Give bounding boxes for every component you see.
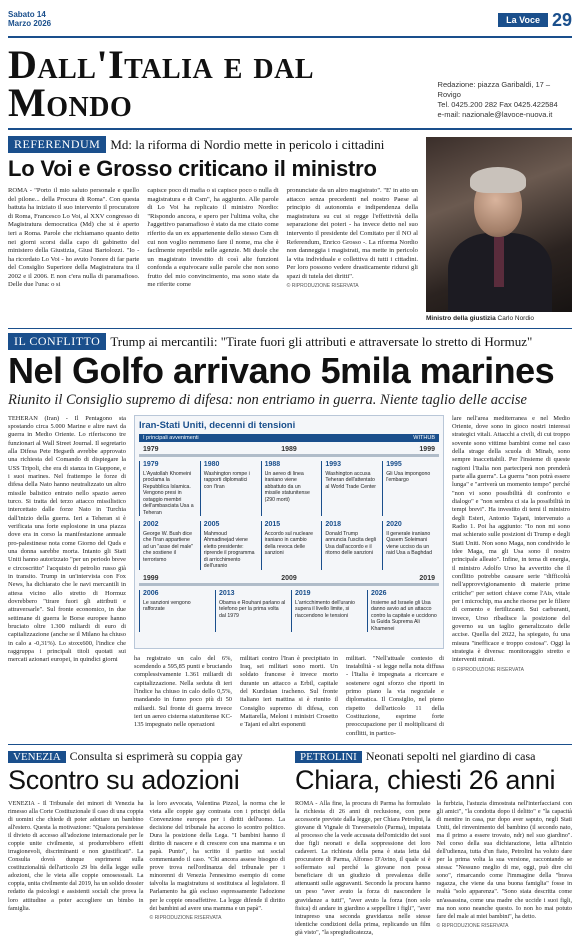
article3-headline: Scontro su adozioni (8, 765, 240, 796)
timeline-years-bottom: 1999 2009 2019 (143, 574, 435, 582)
timeline-years-top: 1979 1989 1999 (143, 445, 435, 453)
article2-right-col: lare nell'area mediterranea e nel Medio Oriente, dove sono in gioco nostri interessi strategici vitali. Attacchi a civili, di cui troppo sovente sono vittime bambini come nel caso della strage della scuola di Minab, sono sempre inaccettabili. Per l'insieme di queste ragioni l'Italia non parteciperà non prenderà parte alla guerra". La guerra "non potrà essere lunga" e "arriverà un momento tempo" perché "non vi sono possibilità di confronto e dialogo" e "non sembra ci sia la possibilità in tempi brevi". Ha investito di temi il ministro degli Esteri, Antonio Tajani, intervenuto a Radio 1. Poi ha aggiunto: "Io non mi sono mai schierato sulle posizioni di Trump e degli Stati Uniti. Non sono Maga, non condivido le idee Maga, ma gli Usa sono il nostro principale alleato". Infine, in tema di energia, il ministro Adolfo Urso ha avvertito che il conflitto potrebbe causare serie "difficoltà nell'approvvigionamento di materie prime critiche" per settori chiave come l'Ais, vitale per i microchip, ma anche risorse per le filiere di cemento e fertilizzanti. Sui carburanti, invece, Urso ribadisce la posizione del governo su un taglio generalizzato delle accise. Quella del 2022, ha spiegato, fu una misura "inefficace e troppo costosa". Oggi la strategia è diversa: monitoraggio stretto e interventi mirati. (452, 414, 570, 664)
article4-signature: © RIPRODUZIONE RISERVATA (436, 922, 509, 929)
timeline-bar: I principali avvenimenti WITHUB (139, 434, 439, 442)
timeline-event: 1980 Washington rompe i rapporti diplomatici con l'Iran (200, 461, 257, 516)
timeline-event: 2020 Il generale iraniano Qasem Soleimani viene ucciso da un raid Usa a Baghdad (382, 521, 439, 570)
timeline-infographic (134, 415, 444, 649)
page-header (8, 4, 572, 38)
page-number: 29 (551, 9, 572, 30)
photo-caption: Ministro della giustizia Carlo Nordio (426, 315, 535, 322)
timeline-event: 2005 Mahmoud Ahmadinejad viene eletto presidente: riprende il programma di arricchimento dell'uranio (200, 521, 257, 570)
article2-left-col: TEHERAN (Iran) - Il Pentagono sta spostando circa 5.000 Marine e altre navi da guerra in Medio Oriente. Lo riferiscono tre funzionari al Wall Street Journal. Il segretario alla Difesa Pete Hegseth avrebbe approvato una richiesta del Comando di dispiegare la USS Tripoli, che era di stanza in Giappone, e i suoi marines. Nel frattempo le forze di difesa della Nato hanno neutralizzato un altro missile balistico entrato nello spazio aereo turco. Si tratta del terzo attacco missilistico intercettato dalle forze Nato in Turchia dall'inizio della guerra. Ieri a Teheran si è verificata una forte esplosione in una piazza dove era in corso la manifestazione annuale pro-palestinese nota come Giorno del Quds e una donna sarebbe morta. Intanto gli Stati Uniti hanno autorizzato "per un periodo breve e circoscritto" l'acquisto di petrolio russo già in transito. Trump in un'intervista con Fox News, ha dichiarato che le navi mercantili in attesa vicino allo stretto di Hormuz dovrebbero "tirare fuori gli attributi e attraversarle". Sul fronte economico, in due settimane di guerra le Borse europee hanno bruciato oltre 1.300 miliardi di euro di capitalizzazione (anche se il Milano ha chiuso in calo a -0,31%). Lo stoxx600, l'indice che raggruppa i principali titoli quotati sui mercati azionari europei, in quindici giorni (8, 414, 126, 664)
timeline-axis (139, 454, 439, 457)
article3-kicker: VENEZIA (8, 751, 66, 763)
timeline-event: 1979 L'Ayatollah Khomeini proclama la Repubblica Islamica. Vengono presi in ostaggio membri dell'ambasciata Usa a Teheran (139, 461, 196, 516)
article3-kicker-text: Consulta si esprimerà su coppia gay (69, 749, 243, 764)
article1-col3: pronunciate da un altro magistrato". "E' in atto un attacco senza precedenti nel nostro Paese al principio di autonomia e indipendenza della magistratura su cui si regge l'effettività della separazione dei poteri - ha invece detto nel suo intervento il presidente del Comitato per il NO al Referendum, Enrico Grosso -. La riforma Nordio non danneggia i magistrati, ma mette in pericolo la vita individuale e collettiva di tutti i cittadini. Per loro possono vedere drasticamente ridursi gli spazi di tutela dei diritti". (286, 187, 418, 280)
timeline-event: 2026 Insieme ad Israele gli Usa danno avvio ad un attacco contro la capitale e uccidono la Guida Suprema Ali Khamenei (367, 590, 439, 632)
issue-date: Sabato 14 Marzo 2026 (8, 10, 52, 28)
timeline-event: 2019 L'arricchimento dell'uranio supera il livello limite, si riaccendono le tensioni (291, 590, 363, 632)
article2-kicker-text: Trump ai mercantili: "Tirate fuori gli attributi e attraversate lo stretto di Hormuz" (110, 333, 533, 349)
nordio-photo (426, 137, 572, 312)
timeline-row-1 (139, 461, 439, 516)
article2-signature: © RIPRODUZIONE RISERVATA (452, 666, 524, 673)
timeline-row-3 (139, 590, 439, 632)
article2-under-col2: militari contro l'Iran è precipitato in Iraq, sei militari sono morti. Un soldato francese è invece morto durante un attacco a Erbil, capitale del Kurdistan iracheno. Sul fronte italiano ieri mattina si è riunito il Consiglio supremo di difesa, con Mattarella, Meloni i ministri Crosetto e Tajani ed altri esponenti (240, 654, 338, 729)
timeline-event: 2015 Accordo sul nucleare iraniano in cambio della revoca delle sanzioni (261, 521, 318, 570)
timeline-event: 1993 Washington accusa Teheran dell'attentato al World Trade Center (321, 461, 378, 516)
article1-kicker: REFERENDUM (8, 136, 106, 153)
article2-headline: Nel Golfo arrivano 5mila marines (8, 350, 555, 391)
section-title: Dall'Italia e dal Mondo (8, 42, 315, 125)
timeline-event: 2013 Obama e Rouhani parlano al telefono per la prima volta dal 1979 (215, 590, 287, 632)
redazione-contacts: Redazione: piazza Garibaldi, 17 – Rovigo Tel. 0425.200 282 Fax 0425.422584 e-mail: nazionale@lavoce-nuova.it (437, 79, 558, 119)
article4-kicker: PETROLINI (295, 751, 362, 763)
article2-under-col1: ha registrato un calo del 6%, scendendo a 595,85 punti e bruciando complessivamente 1.361 miliardi di capitalizzazione. Nella seduta di ieri l'indice ha chiuso in calo dello 0,5%, mandando in fumo poco più di 50 miliardi. Sul fronte di guerra invece ieri un aereo cisterna statunitense KC-135 impegnato nelle operazioni (134, 654, 232, 729)
article2-subhead: Riunito il Consiglio supremo di difesa: non entriamo in guerra. Niente taglio delle accise (8, 391, 527, 408)
timeline-event: 2006 Le sanzioni vengono rafforzate (139, 590, 211, 632)
article1-col2: capisce poco di mafia o si capisce poco o nulla di magistratura e di Csm", ha aggiunto. Alle parole di Lo Voi ha replicato il ministro Nordio: "Rispondo ancora, e spero per l'ultima volta, che l'aggettivo paramafioso è stato da me citato come riferito da un ex appartenente dello stesso Csm di cui non voglio nemmeno fare il nome, ma che è facilmente reperibile nelle agenzie. Mi duole che un magistrato investito di così alte funzioni confonda a equivocare sulle parole che non sono frutto del mio convincimento, ma sono state da me riferite come (147, 187, 279, 289)
article4-kicker-text: Neonati sepolti nel giardino di casa (365, 749, 536, 764)
masthead (498, 10, 572, 31)
article1-kicker-text: Md: la riforma di Nordio mette in pericolo i cittadini (110, 136, 385, 152)
article2-under-col3: militari. "Nell'attuale contesto di instabilità - si legge nella nota diffusa - l'Italia è impegnata a ricercare e sostenere ogni sforzo che riporti in primo piano la via negoziale e diplomatica. Il Consiglio, nel pieno rispetto dell'articolo 11 della Costituzione, esprime forte preoccupazione per il moltiplicarsi di conflitti, in partico- (346, 654, 444, 737)
timeline-title: Iran-Stati Uniti, decenni di tensioni (139, 419, 296, 431)
article2 (8, 415, 572, 738)
article3-signature: © RIPRODUZIONE RISERVATA (149, 914, 222, 921)
timeline-axis-bottom (139, 583, 439, 586)
article3 (8, 749, 285, 937)
article3-col1: VENEZIA - Il Tribunale dei minori di Venezia ha rimesso alla Corte Costituzionale il caso di una coppia di uomini che chiede di poter adottare un bambino all'estero. Questa la motivazione: "Qualora persistesse il divieto di accesso all'adozione internazionale per le coppie unite civilmente, si produrrebbero effetti irragionevoli, discriminanti e non giustificati". La Consulta dovrà dunque esprimersi sulla costituzionalità dell'articolo 29 bis della legge sulle adozioni, che le vieta alle coppie omosessuali. La coppia, unita civilmente dal 2019, ha un solido dossier redatto da psicologi e assistenti sociali che prova la loro attitudine a poter accogliere un bimbo in famiglia. (8, 799, 144, 912)
article4-col2: la furbizia, l'astuzia dimostrata nell'interfacciarsi con gli amici", "la condotta dopo il delitto" e "la capacità di mentire in casa, pur dopo aver saputo, negli Stati Uniti, del rinvenimento del bambino (il secondo nato, ma il primo a essere trovato, ndr) nel suo giardino". Nel corso della sua dichiarazione, letta all'inizio dell'udienza, tutta d'un fiato, Petrolini ha voluto dare per la prima volta la sua versione, raccontando se stessa: "Nessuno meglio di me, oggi, può dire chi sono", rimarcando come l'immagine della "brava ragazza, che viene da una buona famiglia" fosse in realtà "solo apparenza". "Sono stata descritta come un'assassina, come una madre che uccide i suoi figli, ma non sono neanche questo. Io non ho mai potuto fare del male ai miei bambini", ha detto. (436, 799, 572, 920)
article1-col1: ROMA - "Porto il mio saluto personale e quello del pilone... della Procura di Roma". Con questa battuta ha iniziato il suo intervento il procuratore di Roma, Francesco Lo Voi, al XXV congresso di Magistratura democratica (Md) che si è aperto ieri a Roma. Parole che richiamano quanto detto nei giorni scorsi dalla capo di gabinetto del ministero della Giustizia, Giusi Bartolozzi. "Io - ha ricordato Lo Voi - ho avuto l'onore di far parte del Consiglio Superiore della Magistratura tra il 2002 e il 2006. E non c'era nulla di paramafioso. Delle due l'una: o si (8, 187, 140, 289)
article2-kicker-row (8, 333, 572, 350)
bottom-stories (8, 744, 572, 937)
timeline-event: 2018 Donald Trump annuncia l'uscita degli Usa dall'accordo e il ritorno delle sanzioni (321, 521, 378, 570)
article1 (8, 155, 572, 322)
section-header (8, 38, 572, 130)
article4 (295, 749, 572, 937)
timeline-event: 2002 George W. Bush dice che l'Iran appartiene ad un "asse del male" che sostiene il terrorismo (139, 521, 196, 570)
timeline-event: 1995 Gli Usa impongono l'embargo (382, 461, 439, 516)
article3-col2: la loro avvocata, Valentina Pizzol, la norma che le vieta alle coppie gay contrasta con i principi della Convenzione europea per i diritti dell'uomo. La decisione del tribunale ha acceso lo scontro politico. Dura la posizione della Lega. "I bambini hanno il diritto di nascere e di crescere con una mamma e un papà. Punto", ha scritto il partito sui social commentando il caso. "Chi ancora assese bisogno di prove trova nell'ordinanza del tribunale per i minorenni di Venezia l'ennesimo esempio di come talvolta la magistratura si sostituisca al legislatore. Il Parlamento ha già escluso espressamente l'adozione per le coppie omoaffettive. La legge difende il diritto dei bambini ad avere una mamma e un papà". (149, 799, 285, 912)
article1-headline: Lo Voi e Grosso criticano il ministro (8, 156, 377, 181)
timeline-event: 1988 Un aereo di linea iraniano viene abbattuto da un missile statunitense (290 morti) (261, 461, 318, 516)
article2-kicker: IL CONFLITTO (8, 333, 106, 350)
article4-headline: Chiara, chiesti 26 anni (295, 765, 556, 796)
divider (8, 328, 572, 329)
timeline-row-2 (139, 521, 439, 570)
brand-name: La Voce (498, 13, 548, 27)
article1-signature: © RIPRODUZIONE RISERVATA (286, 283, 359, 290)
article4-col1: ROMA - Alla fine, la procura di Parma ha formulato la richiesta di 26 anni di reclusione, con pene accessorie previste dalla legge, per Chiara Petrolini, la giovane di Vignale di Traversetolo (Parma), imputata al processo che la vede accusata dell'omicidio dei suoi due figli neonati e della soppressione dei loro cadaveri. La richiesta della pena è stata letta dal procuratore di Parma, Alfonso D'Avino, il quale si è soffermato sul perché la giovane non possa beneficiare di un giudizio di prevalenza delle attenuanti sulle aggravanti. Secondo la procura hanno un peso "aver avuto la forza di nascondere le gravidanze a tutti", "aver avuto la forza (non solo fisica) di andare in giardino a seppellire i figli", "aver intrapreso una seconda gravidanza nelle stesse identiche condizioni della prima, replicando un film già visto", "la spregiudicatezza, (295, 799, 431, 936)
